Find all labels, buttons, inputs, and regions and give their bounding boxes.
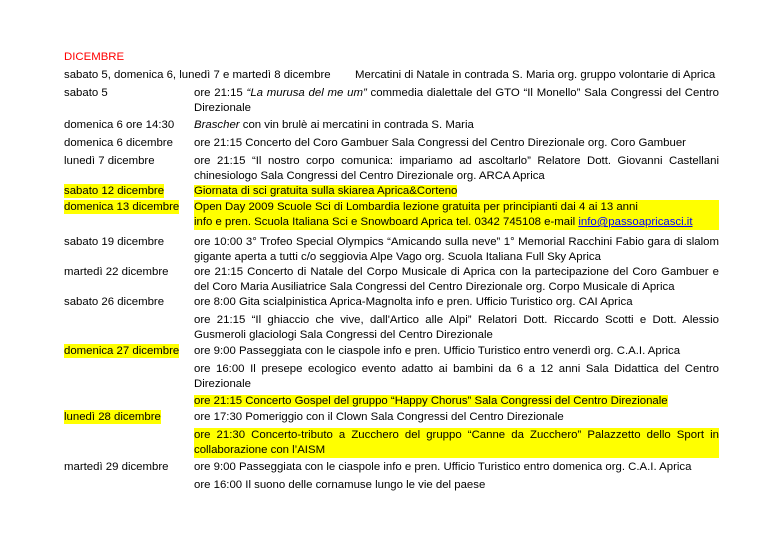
event-description: ore 9:00 Passeggiata con le ciaspole info e pren. Ufficio Turistico entro domenica org. C.A.I. Aprica — [194, 461, 692, 473]
event-date: sabato 26 dicembre — [64, 296, 165, 308]
event-description: ore 16:00 Il suono delle cornamuse lungo le vie del paese — [194, 479, 486, 491]
event-date: martedì 22 dicembre — [64, 266, 169, 278]
event-date: domenica 6 dicembre — [64, 137, 173, 149]
event-date: sabato 5 — [64, 87, 108, 99]
event-description: ore 21:15 Concerto del Coro Gambuer Sala Congressi del Centro Direzionale org. Coro Gambuer — [194, 137, 686, 149]
event-description: ore 21:30 Concerto-tributo a Zucchero del gruppo “Canne da Zucchero” Palazzetto dello Sport in collaborazione con l’AISM — [194, 429, 719, 456]
event-date: martedì 29 dicembre — [64, 461, 169, 473]
email-link[interactable]: info@passoapricasci.it — [578, 216, 693, 228]
event-date: domenica 27 dicembre — [64, 345, 180, 357]
event-description: ore 16:00 Il presepe ecologico evento adatto ai bambini da 6 a 12 anni Sala Didattica del Centro Direzionale — [194, 363, 719, 390]
event-details: commedia dialettale del GTO “Il Monello” Sala Congressi del Centro Direzionale — [194, 87, 719, 114]
event-description: ore 21:15 Concerto di Natale del Corpo Musicale di Aprica con la partecipazione del Coro Gambuer e del Coro Maria Ausiliatrice Sala Congressi del Centro Direzionale org. Corpo Musicale di Aprica — [194, 266, 719, 293]
event-description: ore 21:15 “Il nostro corpo comunica: impariamo ad ascoltarlo” Relatore Dott. Giovanni Castellani chinesiologo Sala Congressi del Centro Direzionale org. ARCA Aprica — [194, 155, 719, 182]
event-details: con vin brulè ai mercatini in contrada S. Maria — [239, 119, 474, 131]
event-description: ore 9:00 Passeggiata con le ciaspole info e pren. Ufficio Turistico entro venerdì org. C.A.I. Aprica — [194, 345, 681, 357]
month-heading: DICEMBRE — [64, 51, 125, 63]
event-date: lunedì 7 dicembre — [64, 155, 155, 167]
highlighted-text: ore 21:15 Concerto Gospel del gruppo “Happy Chorus” Sala Congressi del Centro Direzionale — [194, 395, 668, 407]
event-date: domenica 13 dicembre — [64, 201, 180, 213]
highlighted-text: Open Day 2009 Scuole Sci di Lombardia lezione gratuita per principianti dai 4 ai 13 anni — [194, 200, 719, 215]
event-date: lunedì 28 dicembre — [64, 411, 161, 423]
event-description — [194, 86, 719, 116]
contact-info: info e pren. Scuola Italiana Sci e Snowboard Aprica tel. 0342 745108 e-mail — [194, 216, 579, 228]
event-description: ore 17:30 Pomeriggio con il Clown Sala Congressi del Centro Direzionale — [194, 411, 564, 423]
event-description: ore 21:15 “Il ghiaccio che vive, dall'Artico alle Alpi” Relatori Dott. Riccardo Scotti e Dott. Alessio Gusmeroli glaciologi Sala Congressi del Centro Direzionale — [194, 314, 719, 341]
event-time: ore 21:15 — [194, 87, 247, 99]
event-title: Brascher — [194, 119, 240, 131]
event-description — [194, 184, 719, 199]
event-description: ore 8:00 Gita scialpinistica Aprica-Magnolta info e pren. Ufficio Turistico org. CAI Aprica — [194, 296, 633, 308]
event-description: ore 10:00 3° Trofeo Special Olympics “Amicando sulla neve” 1° Memorial Racchini Fabio gara di slalom gigante aperta a tutti c/o seggiovia Alpe Vago org. Scuola Italiana Full Sky Aprica — [194, 236, 719, 263]
highlighted-text — [194, 215, 719, 230]
event-date: sabato 12 dicembre — [64, 185, 165, 197]
event-description — [194, 118, 719, 133]
event-description — [194, 200, 719, 230]
highlighted-text: Giornata di sci gratuita sulla skiarea Aprica&Corteno — [194, 185, 458, 197]
event-date: sabato 5, domenica 6, lunedì 7 e martedì 8 dicembre — [64, 69, 331, 81]
event-title: “La murusa del me um” — [246, 87, 367, 99]
event-description — [194, 394, 719, 409]
event-description: Mercatini di Natale in contrada S. Maria org. gruppo volontarie di Aprica — [355, 69, 716, 81]
event-date: sabato 19 dicembre — [64, 236, 165, 248]
event-date: domenica 6 ore 14:30 — [64, 119, 175, 131]
